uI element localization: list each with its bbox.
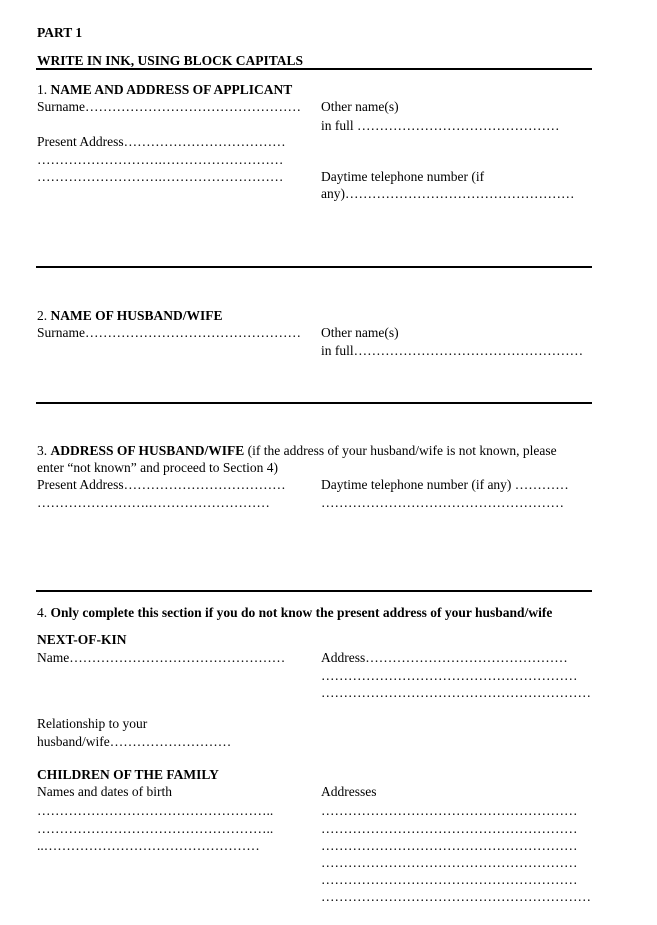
applicant-address-line-1[interactable]: ……………………….……………………… [37, 152, 284, 167]
section-1-title: NAME AND ADDRESS OF APPLICANT [50, 82, 293, 97]
child-address-line[interactable]: ………………………………………………… [321, 855, 578, 870]
section-1-number: 1. [37, 82, 51, 97]
children-names-label: Names and dates of birth [37, 784, 172, 799]
spouse-other-names-field[interactable]: in full…………………………………………… [321, 343, 584, 358]
relationship-field[interactable]: husband/wife……………………… [37, 734, 232, 749]
divider-top [36, 68, 592, 70]
section-2-heading [37, 307, 223, 324]
child-address-line[interactable]: ………………………………………………… [321, 821, 578, 836]
child-address-line[interactable]: ………………………………………………… [321, 803, 578, 818]
children-addresses-label: Addresses [321, 784, 377, 799]
nok-name-field[interactable]: Name………………………………………… [37, 650, 286, 665]
section-3-number: 3. [37, 443, 51, 458]
spouse-other-names-label: Other name(s) [321, 325, 399, 340]
divider-3 [36, 590, 592, 592]
child-address-line[interactable]: ………………………………………………… [321, 838, 578, 853]
section-3-title: ADDRESS OF HUSBAND/WIFE [50, 443, 245, 458]
spouse-present-address-field[interactable]: Present Address……………………………… [37, 477, 286, 492]
nok-address-field[interactable]: Address……………………………………… [321, 650, 568, 665]
spouse-phone-field[interactable]: Daytime telephone number (if any) ………… [321, 477, 569, 492]
divider-2 [36, 402, 592, 404]
child-name-line[interactable]: …………………………………………….. [37, 803, 274, 818]
applicant-phone-field[interactable]: any)…………………………………………… [321, 186, 575, 201]
divider-1 [36, 266, 592, 268]
applicant-other-names-label: Other name(s) [321, 99, 399, 114]
nok-address-line-1[interactable]: ………………………………………………… [321, 668, 578, 683]
applicant-address-line-2[interactable]: ……………………….……………………… [37, 169, 284, 184]
applicant-present-address-field[interactable]: Present Address……………………………… [37, 134, 286, 149]
section-3-note-continued: enter “not known” and proceed to Section 4) [37, 460, 279, 475]
section-2-number: 2. [37, 308, 51, 323]
relationship-label: Relationship to your [37, 716, 148, 731]
nok-address-line-2[interactable]: …………………………………………………… [321, 685, 591, 700]
section-4-title: Only complete this section if you do not know the present address of your husband/wife [50, 605, 553, 620]
spouse-surname-field[interactable]: Surname………………………………………… [37, 325, 301, 340]
section-1-heading [37, 81, 292, 98]
section-4-number: 4. [37, 605, 51, 620]
child-name-line[interactable]: ..………………………………………… [37, 838, 260, 853]
applicant-surname-field[interactable]: Surname………………………………………… [37, 99, 301, 114]
child-address-line[interactable]: ………………………………………………… [321, 872, 578, 887]
spouse-phone-line[interactable]: ……………………………………………… [321, 495, 564, 510]
part-title: PART 1 [37, 25, 83, 40]
applicant-phone-label: Daytime telephone number (if [321, 169, 485, 184]
child-address-line[interactable]: …………………………………………………… [321, 889, 591, 904]
next-of-kin-heading: NEXT-OF-KIN [37, 632, 127, 647]
section-3-heading [37, 442, 557, 459]
applicant-other-names-field[interactable]: in full ……………………………………… [321, 118, 560, 133]
children-heading: CHILDREN OF THE FAMILY [37, 767, 219, 782]
instruction-heading: WRITE IN INK, USING BLOCK CAPITALS [37, 53, 304, 68]
section-2-title: NAME OF HUSBAND/WIFE [50, 308, 223, 323]
child-name-line[interactable]: …………………………………………….. [37, 821, 274, 836]
spouse-address-line[interactable]: …………………….……………………… [37, 495, 270, 510]
section-3-note: (if the address of your husband/wife is not known, please [244, 443, 557, 458]
section-4-heading [37, 604, 552, 621]
